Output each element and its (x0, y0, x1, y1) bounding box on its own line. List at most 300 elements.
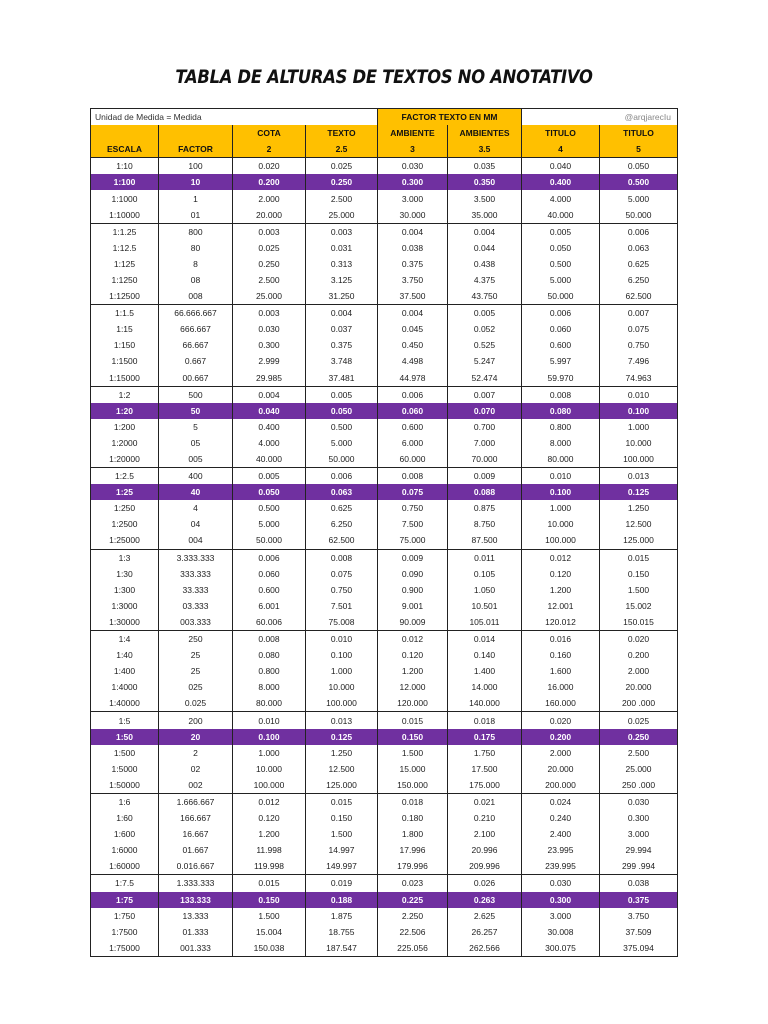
cell-scale: 1:300 (91, 582, 159, 598)
cell-ambientes: 2.625 (448, 908, 522, 924)
cell-titulo-4: 23.995 (522, 842, 600, 858)
cell-ambiente: 225.056 (378, 940, 448, 957)
cell-cota: 15.004 (233, 924, 306, 940)
cell-scale: 1:2 (91, 386, 159, 403)
cell-factor: 66.666.667 (159, 305, 233, 322)
header-titulo-5: TITULO (600, 125, 678, 141)
author-handle: @arqjarecIu (522, 109, 678, 126)
cell-texto: 0.313 (306, 256, 378, 272)
cell-ambientes: 0.700 (448, 419, 522, 435)
cell-ambiente: 0.450 (378, 337, 448, 353)
table-row (91, 158, 678, 175)
cell-cota: 0.003 (233, 223, 306, 240)
cell-ambientes: 0.070 (448, 403, 522, 419)
cell-ambiente: 0.600 (378, 419, 448, 435)
cell-cota: 2.500 (233, 272, 306, 288)
cell-factor: 40 (159, 484, 233, 500)
cell-ambiente: 1.800 (378, 826, 448, 842)
cell-scale: 1:600 (91, 826, 159, 842)
cell-scale: 1:400 (91, 663, 159, 679)
cell-factor: 200 (159, 712, 233, 729)
cell-ambiente: 120.000 (378, 695, 448, 712)
cell-ambientes: 7.000 (448, 435, 522, 451)
cell-titulo-5: 0.038 (600, 875, 678, 892)
cell-factor: 66.667 (159, 337, 233, 353)
cell-titulo-4: 1.000 (522, 500, 600, 516)
header-row-values (91, 141, 678, 158)
cell-titulo-5: 29.994 (600, 842, 678, 858)
cell-cota: 80.000 (233, 695, 306, 712)
cell-scale: 1:150 (91, 337, 159, 353)
cell-scale: 1:30000 (91, 614, 159, 631)
cell-factor: 2 (159, 745, 233, 761)
cell-texto: 0.031 (306, 240, 378, 256)
cell-titulo-4: 0.060 (522, 321, 600, 337)
cell-scale: 1:15000 (91, 370, 159, 387)
table-row (91, 532, 678, 549)
cell-ambientes: 0.009 (448, 468, 522, 485)
cell-cota: 0.020 (233, 158, 306, 175)
cell-titulo-4: 100.000 (522, 532, 600, 549)
cell-texto: 5.000 (306, 435, 378, 451)
cell-titulo-5: 15.002 (600, 598, 678, 614)
cell-ambiente: 0.225 (378, 892, 448, 908)
cell-texto: 31.250 (306, 288, 378, 305)
cell-ambientes: 140.000 (448, 695, 522, 712)
cell-factor: 0.025 (159, 695, 233, 712)
cell-titulo-5: 100.000 (600, 451, 678, 468)
cell-cota: 11.998 (233, 842, 306, 858)
cell-titulo-4: 120.012 (522, 614, 600, 631)
table-row (91, 582, 678, 598)
cell-texto: 0.500 (306, 419, 378, 435)
cell-ambiente: 0.180 (378, 810, 448, 826)
cell-ambientes: 0.088 (448, 484, 522, 500)
cell-ambiente: 0.120 (378, 647, 448, 663)
cell-titulo-5: 25.000 (600, 761, 678, 777)
cell-ambientes: 10.501 (448, 598, 522, 614)
cell-titulo-4: 0.005 (522, 223, 600, 240)
cell-titulo-4: 5.000 (522, 272, 600, 288)
cell-factor: 666.667 (159, 321, 233, 337)
cell-titulo-5: 7.496 (600, 353, 678, 369)
cell-ambiente: 1.500 (378, 745, 448, 761)
cell-factor: 133.333 (159, 892, 233, 908)
cell-scale: 1:50 (91, 729, 159, 745)
cell-titulo-5: 150.015 (600, 614, 678, 631)
table-row-highlighted (91, 403, 678, 419)
cell-texto: 3.125 (306, 272, 378, 288)
cell-titulo-5: 0.025 (600, 712, 678, 729)
cell-titulo-4: 0.080 (522, 403, 600, 419)
cell-factor: 01.333 (159, 924, 233, 940)
table-row (91, 256, 678, 272)
table-row-highlighted (91, 174, 678, 190)
table-row (91, 761, 678, 777)
cell-ambientes: 1.750 (448, 745, 522, 761)
table-row (91, 924, 678, 940)
table-row (91, 337, 678, 353)
cell-texto: 1.000 (306, 663, 378, 679)
cell-cota: 100.000 (233, 777, 306, 794)
cell-factor: 5 (159, 419, 233, 435)
cell-titulo-5: 37.509 (600, 924, 678, 940)
cell-ambientes: 0.052 (448, 321, 522, 337)
cell-factor: 250 (159, 631, 233, 648)
cell-cota: 0.060 (233, 566, 306, 582)
cell-factor: 03.333 (159, 598, 233, 614)
cell-texto: 62.500 (306, 532, 378, 549)
cell-cota: 0.150 (233, 892, 306, 908)
cell-scale: 1:7500 (91, 924, 159, 940)
table-row (91, 663, 678, 679)
cell-ambiente: 1.200 (378, 663, 448, 679)
cell-ambiente: 4.498 (378, 353, 448, 369)
cell-ambientes: 0.525 (448, 337, 522, 353)
header-escala: ESCALA (91, 141, 159, 158)
cell-ambiente: 0.030 (378, 158, 448, 175)
cell-ambientes: 0.105 (448, 566, 522, 582)
cell-ambiente: 7.500 (378, 516, 448, 532)
table-row (91, 451, 678, 468)
cell-cota: 0.008 (233, 631, 306, 648)
cell-ambiente: 12.000 (378, 679, 448, 695)
cell-factor: 00.667 (159, 370, 233, 387)
cell-texto: 12.500 (306, 761, 378, 777)
cell-factor: 004 (159, 532, 233, 549)
table-row (91, 875, 678, 892)
cell-titulo-4: 0.010 (522, 468, 600, 485)
cell-titulo-4: 20.000 (522, 761, 600, 777)
cell-factor: 02 (159, 761, 233, 777)
cell-titulo-5: 74.963 (600, 370, 678, 387)
cell-ambientes: 20.996 (448, 842, 522, 858)
cell-scale: 1:12.5 (91, 240, 159, 256)
cell-titulo-4: 0.400 (522, 174, 600, 190)
cell-texto: 0.075 (306, 566, 378, 582)
cell-ambiente: 0.018 (378, 793, 448, 810)
cell-cota: 0.500 (233, 500, 306, 516)
cell-scale: 1:4000 (91, 679, 159, 695)
table-row (91, 386, 678, 403)
cell-ambiente: 0.006 (378, 386, 448, 403)
cell-ambiente: 0.012 (378, 631, 448, 648)
cell-cota: 0.600 (233, 582, 306, 598)
cell-titulo-5: 1.000 (600, 419, 678, 435)
cell-titulo-5: 5.000 (600, 190, 678, 206)
cell-ambientes: 14.000 (448, 679, 522, 695)
cell-titulo-4: 300.075 (522, 940, 600, 957)
cell-scale: 1:4 (91, 631, 159, 648)
cell-titulo-5: 0.250 (600, 729, 678, 745)
cell-texto: 1.875 (306, 908, 378, 924)
cell-titulo-4: 0.300 (522, 892, 600, 908)
cell-ambientes: 1.050 (448, 582, 522, 598)
cell-ambiente: 22.506 (378, 924, 448, 940)
cell-texto: 0.004 (306, 305, 378, 322)
cell-titulo-5: 375.094 (600, 940, 678, 957)
cell-scale: 1:5000 (91, 761, 159, 777)
cell-titulo-5: 0.500 (600, 174, 678, 190)
cell-titulo-5: 0.150 (600, 566, 678, 582)
cell-ambientes: 0.263 (448, 892, 522, 908)
cell-texto: 125.000 (306, 777, 378, 794)
cell-ambiente: 90.009 (378, 614, 448, 631)
table-row (91, 207, 678, 224)
cell-titulo-4: 0.006 (522, 305, 600, 322)
cell-texto: 0.100 (306, 647, 378, 663)
table-row (91, 272, 678, 288)
table-row (91, 631, 678, 648)
cell-factor: 1.666.667 (159, 793, 233, 810)
cell-titulo-5: 200 .000 (600, 695, 678, 712)
cell-titulo-5: 3.000 (600, 826, 678, 842)
cell-ambiente: 0.900 (378, 582, 448, 598)
cell-cota: 0.050 (233, 484, 306, 500)
cell-factor: 003.333 (159, 614, 233, 631)
cell-titulo-4: 12.001 (522, 598, 600, 614)
cell-titulo-4: 0.020 (522, 712, 600, 729)
cell-cota: 20.000 (233, 207, 306, 224)
cell-texto: 0.625 (306, 500, 378, 516)
cell-scale: 1:1250 (91, 272, 159, 288)
cell-ambientes: 0.438 (448, 256, 522, 272)
cell-titulo-4: 4.000 (522, 190, 600, 206)
cell-cota: 1.200 (233, 826, 306, 842)
cell-ambientes: 0.350 (448, 174, 522, 190)
cell-scale: 1:60 (91, 810, 159, 826)
cell-titulo-5: 0.030 (600, 793, 678, 810)
cell-texto: 0.050 (306, 403, 378, 419)
table-row (91, 549, 678, 566)
cell-factor: 333.333 (159, 566, 233, 582)
cell-titulo-4: 30.008 (522, 924, 600, 940)
cell-ambiente: 0.038 (378, 240, 448, 256)
cell-cota: 0.080 (233, 647, 306, 663)
cell-cota: 0.040 (233, 403, 306, 419)
cell-factor: 16.667 (159, 826, 233, 842)
cell-cota: 4.000 (233, 435, 306, 451)
cell-titulo-5: 10.000 (600, 435, 678, 451)
table-row (91, 516, 678, 532)
cell-titulo-5: 0.010 (600, 386, 678, 403)
table-row (91, 745, 678, 761)
cell-titulo-5: 0.013 (600, 468, 678, 485)
cell-titulo-5: 0.015 (600, 549, 678, 566)
cell-scale: 1:2500 (91, 516, 159, 532)
cell-factor: 13.333 (159, 908, 233, 924)
cell-scale: 1:15 (91, 321, 159, 337)
cell-factor: 50 (159, 403, 233, 419)
cell-titulo-5: 12.500 (600, 516, 678, 532)
table-row (91, 370, 678, 387)
cell-titulo-4: 40.000 (522, 207, 600, 224)
header-size-cota: 2 (233, 141, 306, 158)
cell-ambiente: 0.090 (378, 566, 448, 582)
cell-factor: 01 (159, 207, 233, 224)
cell-cota: 0.006 (233, 549, 306, 566)
cell-ambientes: 70.000 (448, 451, 522, 468)
cell-texto: 0.250 (306, 174, 378, 190)
cell-ambiente: 9.001 (378, 598, 448, 614)
cell-texto: 0.019 (306, 875, 378, 892)
cell-ambiente: 0.015 (378, 712, 448, 729)
cell-texto: 18.755 (306, 924, 378, 940)
cell-titulo-4: 2.400 (522, 826, 600, 842)
cell-ambientes: 26.257 (448, 924, 522, 940)
cell-titulo-4: 0.008 (522, 386, 600, 403)
cell-ambientes: 0.026 (448, 875, 522, 892)
cell-ambientes: 0.140 (448, 647, 522, 663)
cell-titulo-5: 125.000 (600, 532, 678, 549)
table-row (91, 940, 678, 957)
cell-cota: 0.003 (233, 305, 306, 322)
cell-ambientes: 87.500 (448, 532, 522, 549)
cell-ambientes: 105.011 (448, 614, 522, 631)
cell-titulo-5: 50.000 (600, 207, 678, 224)
unit-of-measure-label: Unidad de Medida = Medida (91, 109, 378, 126)
cell-factor: 800 (159, 223, 233, 240)
cell-titulo-5: 250 .000 (600, 777, 678, 794)
cell-titulo-5: 0.075 (600, 321, 678, 337)
cell-scale: 1:10000 (91, 207, 159, 224)
cell-scale: 1:250 (91, 500, 159, 516)
cell-scale: 1:60000 (91, 858, 159, 875)
cell-ambientes: 0.210 (448, 810, 522, 826)
cell-ambientes: 0.011 (448, 549, 522, 566)
table-row (91, 500, 678, 516)
table-row (91, 435, 678, 451)
cell-factor: 05 (159, 435, 233, 451)
table-row (91, 321, 678, 337)
cell-ambiente: 150.000 (378, 777, 448, 794)
cell-ambientes: 1.400 (448, 663, 522, 679)
cell-factor: 4 (159, 500, 233, 516)
cell-titulo-5: 0.300 (600, 810, 678, 826)
header-factor: FACTOR (159, 141, 233, 158)
cell-ambiente: 3.000 (378, 190, 448, 206)
cell-ambientes: 0.007 (448, 386, 522, 403)
table-row (91, 908, 678, 924)
cell-cota: 150.038 (233, 940, 306, 957)
header-cell (91, 125, 159, 141)
cell-factor: 400 (159, 468, 233, 485)
cell-factor: 0.016.667 (159, 858, 233, 875)
cell-cota: 0.800 (233, 663, 306, 679)
cell-factor: 80 (159, 240, 233, 256)
cell-titulo-4: 50.000 (522, 288, 600, 305)
cell-factor: 166.667 (159, 810, 233, 826)
cell-scale: 1:25000 (91, 532, 159, 549)
cell-ambientes: 209.996 (448, 858, 522, 875)
cell-scale: 1:40 (91, 647, 159, 663)
cell-titulo-4: 0.600 (522, 337, 600, 353)
header-texto: TEXTO (306, 125, 378, 141)
cell-ambientes: 262.566 (448, 940, 522, 957)
cell-titulo-4: 0.800 (522, 419, 600, 435)
cell-texto: 100.000 (306, 695, 378, 712)
cell-cota: 0.120 (233, 810, 306, 826)
cell-ambientes: 5.247 (448, 353, 522, 369)
header-row-labels (91, 125, 678, 141)
cell-titulo-5: 0.006 (600, 223, 678, 240)
table-row-highlighted (91, 729, 678, 745)
cell-titulo-5: 0.200 (600, 647, 678, 663)
cell-texto: 7.501 (306, 598, 378, 614)
cell-factor: 008 (159, 288, 233, 305)
cell-factor: 33.333 (159, 582, 233, 598)
cell-ambiente: 0.150 (378, 729, 448, 745)
cell-titulo-4: 10.000 (522, 516, 600, 532)
cell-ambientes: 175.000 (448, 777, 522, 794)
cell-cota: 10.000 (233, 761, 306, 777)
table-row (91, 826, 678, 842)
cell-titulo-4: 1.600 (522, 663, 600, 679)
cell-factor: 500 (159, 386, 233, 403)
cell-texto: 149.997 (306, 858, 378, 875)
cell-cota: 29.985 (233, 370, 306, 387)
header-size-titulo-5: 5 (600, 141, 678, 158)
cell-ambiente: 0.060 (378, 403, 448, 419)
text-height-table (90, 108, 678, 957)
cell-texto: 0.008 (306, 549, 378, 566)
cell-texto: 0.025 (306, 158, 378, 175)
cell-ambientes: 0.005 (448, 305, 522, 322)
cell-scale: 1:75 (91, 892, 159, 908)
cell-factor: 25 (159, 663, 233, 679)
table-row (91, 614, 678, 631)
table-row (91, 793, 678, 810)
cell-scale: 1:40000 (91, 695, 159, 712)
cell-titulo-5: 2.000 (600, 663, 678, 679)
cell-titulo-4: 160.000 (522, 695, 600, 712)
cell-cota: 8.000 (233, 679, 306, 695)
cell-texto: 6.250 (306, 516, 378, 532)
cell-ambientes: 3.500 (448, 190, 522, 206)
cell-cota: 0.300 (233, 337, 306, 353)
cell-scale: 1:3000 (91, 598, 159, 614)
table-row-highlighted (91, 892, 678, 908)
cell-titulo-5: 0.375 (600, 892, 678, 908)
cell-scale: 1:6 (91, 793, 159, 810)
cell-scale: 1:6000 (91, 842, 159, 858)
cell-titulo-5: 0.625 (600, 256, 678, 272)
cell-texto: 0.010 (306, 631, 378, 648)
cell-texto: 2.500 (306, 190, 378, 206)
cell-cota: 0.015 (233, 875, 306, 892)
cell-titulo-5: 20.000 (600, 679, 678, 695)
cell-titulo-4: 0.012 (522, 549, 600, 566)
cell-ambiente: 0.300 (378, 174, 448, 190)
cell-scale: 1:12500 (91, 288, 159, 305)
cell-ambientes: 35.000 (448, 207, 522, 224)
cell-ambiente: 30.000 (378, 207, 448, 224)
cell-factor: 1 (159, 190, 233, 206)
cell-cota: 6.001 (233, 598, 306, 614)
cell-texto: 75.008 (306, 614, 378, 631)
cell-ambientes: 0.035 (448, 158, 522, 175)
cell-scale: 1:1000 (91, 190, 159, 206)
cell-titulo-5: 2.500 (600, 745, 678, 761)
cell-cota: 2.999 (233, 353, 306, 369)
cell-cota: 60.006 (233, 614, 306, 631)
cell-factor: 8 (159, 256, 233, 272)
cell-scale: 1:1500 (91, 353, 159, 369)
table-row (91, 419, 678, 435)
table-row (91, 305, 678, 322)
cell-texto: 0.013 (306, 712, 378, 729)
cell-cota: 1.000 (233, 745, 306, 761)
